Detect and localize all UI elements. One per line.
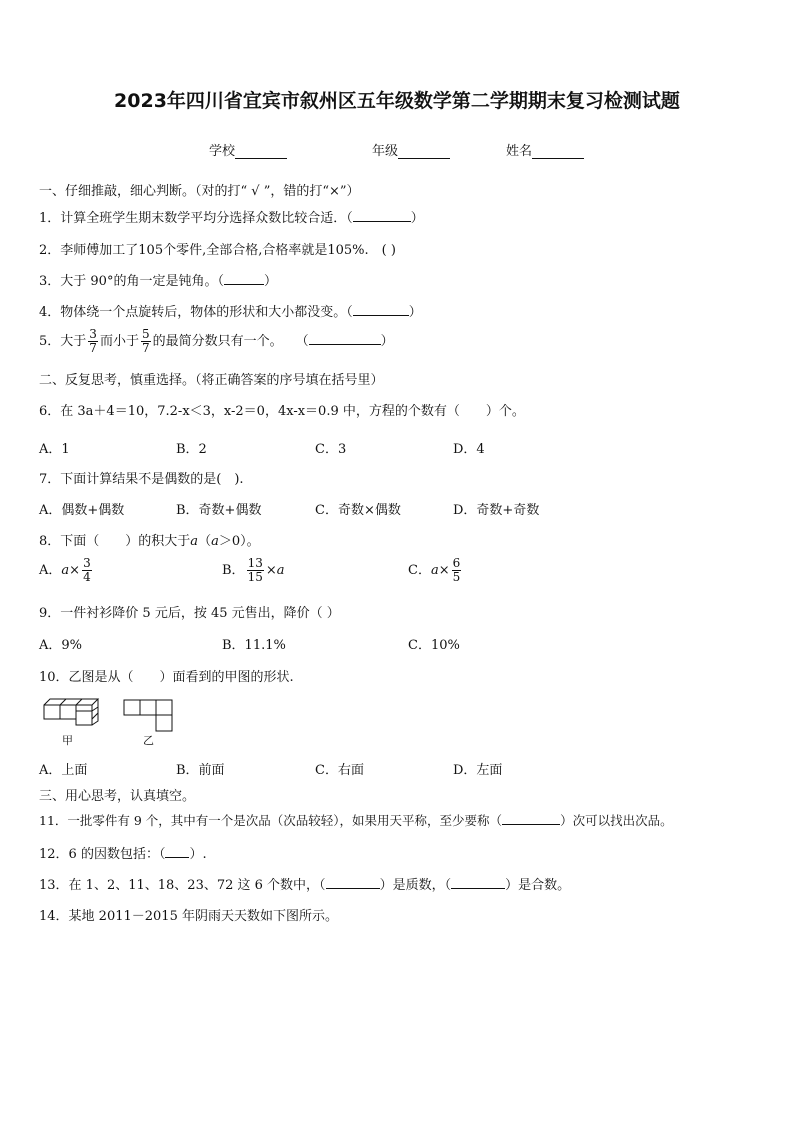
figure-jia-cubes bbox=[42, 697, 104, 731]
question-1: 1．计算全班学生期末数学平均分选择众数比较合适．（ ） bbox=[39, 207, 424, 226]
q10-option-d[interactable]: D．左面 bbox=[453, 763, 503, 778]
q10-option-a[interactable]: A．上面 bbox=[39, 763, 88, 778]
answer-blank-1[interactable] bbox=[353, 208, 411, 222]
answer-blank-13b[interactable] bbox=[451, 875, 505, 889]
fraction-5-7: $\frac{5}{7}$ bbox=[141, 327, 150, 355]
answer-blank-12[interactable] bbox=[165, 844, 189, 858]
answer-blank-3[interactable] bbox=[224, 271, 264, 285]
q10-option-b[interactable]: B．前面 bbox=[176, 763, 225, 778]
fraction-3-7: $\frac{3}{7}$ bbox=[89, 327, 97, 355]
question-9: 9．一件衬衫降价 5 元后，按 45 元售出，降价（ ） bbox=[39, 606, 340, 621]
q10-option-c[interactable]: C．右面 bbox=[315, 763, 364, 778]
grade-blank[interactable] bbox=[398, 144, 450, 159]
question-7: 7．下面计算结果不是偶数的是( ). bbox=[39, 472, 244, 487]
question-10: 10．乙图是从（ ）面看到的甲图的形状. bbox=[39, 670, 294, 685]
question-13: 13．在 1、2、11、18、23、72 这 6 个数中，（ ）是质数，（ ）是合数。 bbox=[39, 874, 570, 893]
question-4: 4．物体绕一个点旋转后，物体的形状和大小都没变。（ ） bbox=[39, 301, 422, 320]
section-2-heading: 二、反复思考，慎重选择。（将正确答案的序号填在括号里） bbox=[39, 373, 384, 388]
school-field: 学校 bbox=[209, 140, 287, 159]
q7-option-a[interactable]: A．偶数+偶数 bbox=[39, 503, 125, 518]
question-11: 11．一批零件有 9 个，其中有一个是次品（次品较轻），如果用天平称，至少要称（ ）次可以找出次品。 bbox=[39, 813, 673, 828]
question-5: 5．大于 $\frac{3}{7}$ 而小于 $\frac{5}{7}$ 的最简分数只有一个。 （ ） bbox=[39, 327, 394, 355]
answer-blank-4[interactable] bbox=[353, 302, 409, 316]
q9-option-b[interactable]: B．11.1% bbox=[222, 638, 286, 653]
q7-option-b[interactable]: B．奇数+偶数 bbox=[176, 503, 262, 518]
school-blank[interactable] bbox=[235, 144, 287, 159]
question-8: 8．下面（ ）的积大于a（a＞0）。 bbox=[39, 534, 260, 549]
q6-option-d[interactable]: D．4 bbox=[453, 442, 485, 457]
section-3-heading: 三、用心思考，认真填空。 bbox=[39, 789, 196, 804]
name-blank[interactable] bbox=[532, 144, 584, 159]
answer-blank-13a[interactable] bbox=[326, 875, 380, 889]
grade-field: 年级 bbox=[372, 140, 450, 159]
q8-option-c[interactable]: C．a× $\frac{6}{5}$ bbox=[408, 556, 461, 584]
q8-option-a[interactable]: A．a× $\frac{3}{4}$ bbox=[39, 556, 91, 584]
figure-yi-squares bbox=[123, 699, 175, 733]
question-14: 14．某地 2011－2015 年阴雨天天数如下图所示。 bbox=[39, 909, 338, 924]
question-6: 6．在 3a＋4＝10，7.2-x＜3，x-2＝0，4x-x＝0.9 中，方程的个数有（ ）个。 bbox=[39, 404, 525, 419]
q9-option-c[interactable]: C．10% bbox=[408, 638, 460, 653]
answer-blank-5[interactable] bbox=[309, 331, 381, 345]
fraction-6-5: $\frac{6}{5}$ bbox=[452, 556, 461, 584]
page-title: 2023年四川省宜宾市叙州区五年级数学第二学期期末复习检测试题 bbox=[114, 90, 680, 112]
question-2: 2．李师傅加工了105个零件,全部合格,合格率就是105%. ( ) bbox=[39, 243, 396, 258]
q6-option-c[interactable]: C．3 bbox=[315, 442, 347, 457]
q9-option-a[interactable]: A．9% bbox=[39, 638, 83, 653]
fraction-13-15: $\frac{13}{15}$ bbox=[247, 556, 263, 584]
q8-option-b[interactable]: B． $\frac{13}{15}$ ×a bbox=[222, 556, 285, 584]
figure-yi-label: 乙 bbox=[143, 734, 154, 747]
answer-blank-11[interactable] bbox=[502, 811, 560, 825]
q6-option-a[interactable]: A．1 bbox=[39, 442, 70, 457]
q6-option-b[interactable]: B．2 bbox=[176, 442, 207, 457]
fraction-3-4: $\frac{3}{4}$ bbox=[83, 556, 91, 584]
section-1-heading: 一、仔细推敲，细心判断。（对的打“ √ ”，错的打“×”） bbox=[39, 184, 360, 199]
question-12: 12．6 的因数包括：（ ）. bbox=[39, 843, 207, 862]
name-field: 姓名 bbox=[506, 140, 584, 159]
question-3: 3．大于 90°的角一定是钝角。（ ） bbox=[39, 270, 277, 289]
q7-option-d[interactable]: D．奇数+奇数 bbox=[453, 503, 540, 518]
q7-option-c[interactable]: C．奇数×偶数 bbox=[315, 503, 401, 518]
figure-jia-label: 甲 bbox=[62, 734, 73, 747]
